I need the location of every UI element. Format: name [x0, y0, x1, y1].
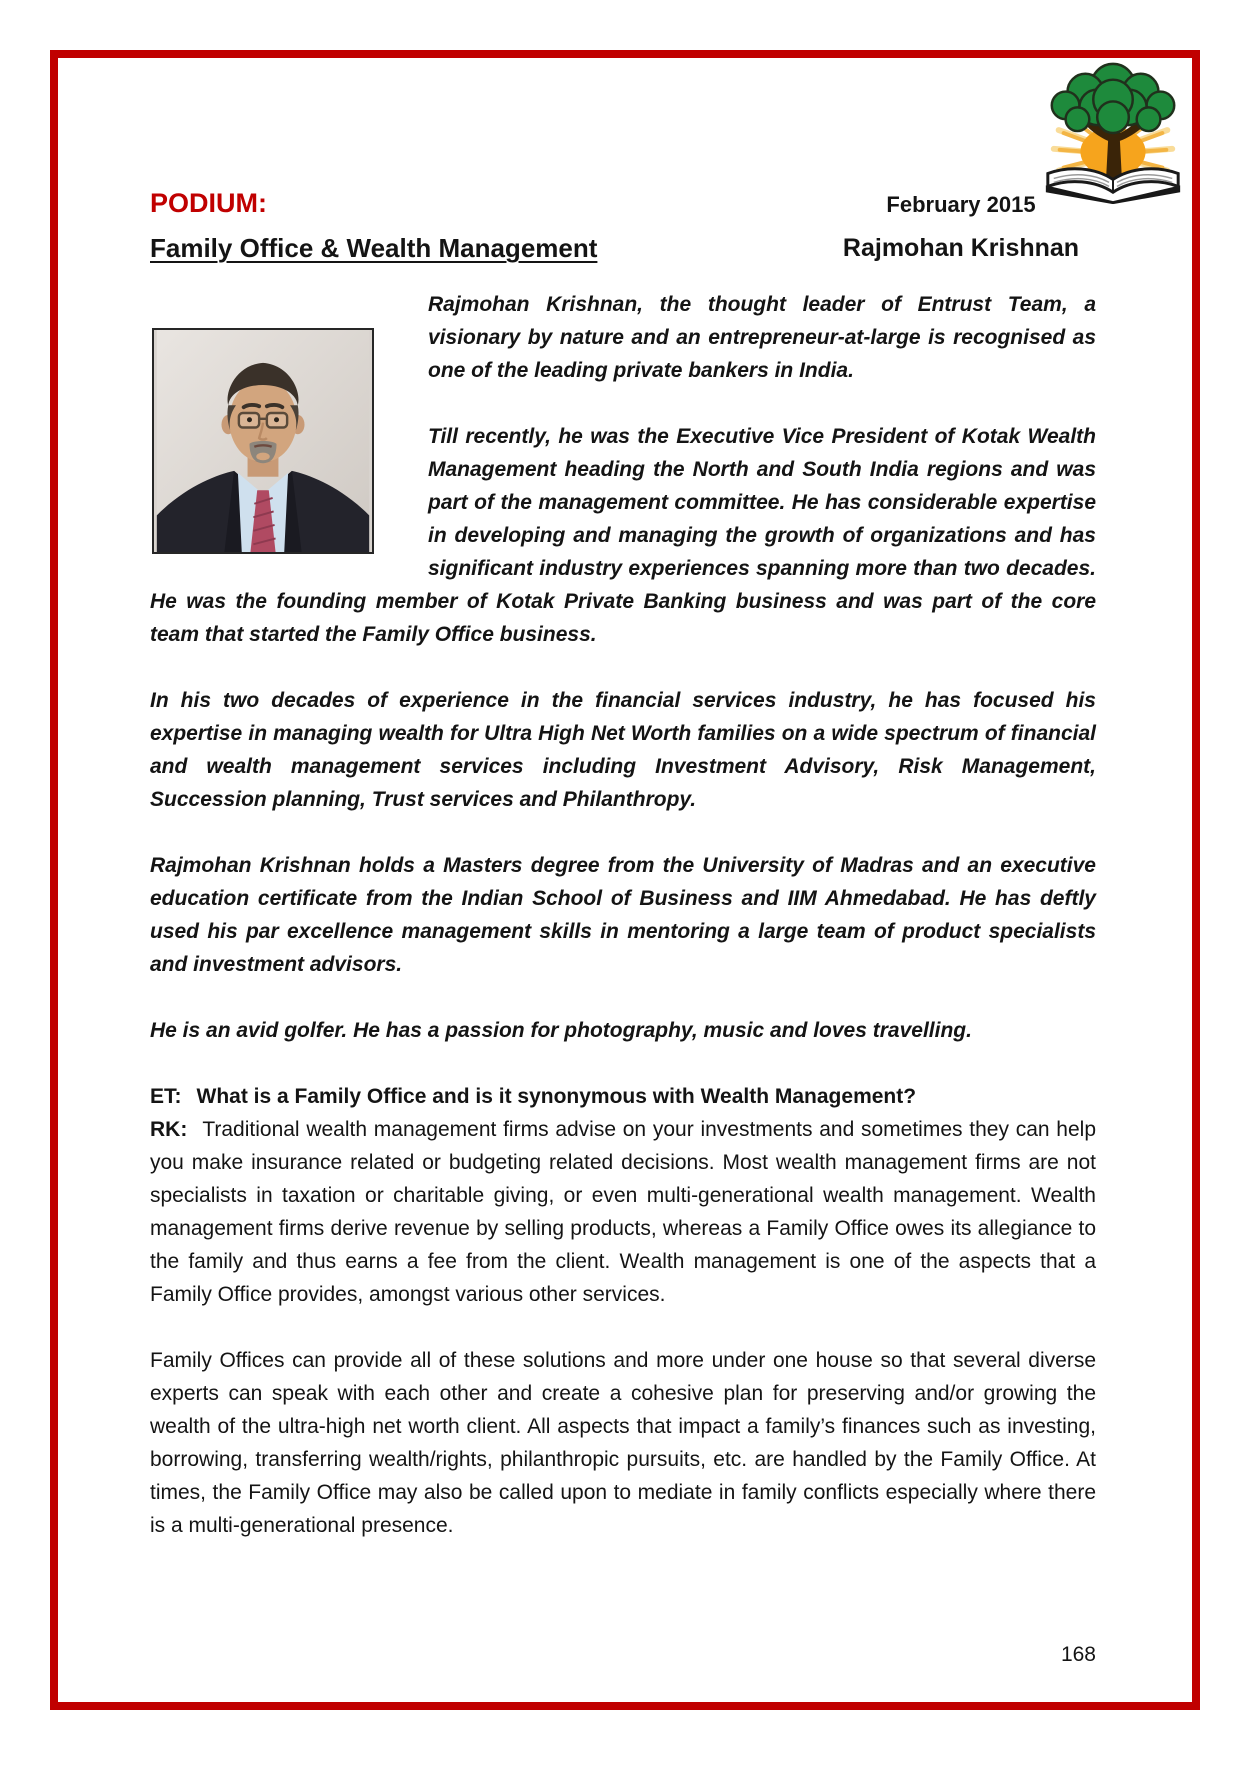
- question-text: What is a Family Office and is it synonymous with Wealth Management?: [196, 1085, 917, 1108]
- page-number: 168: [1060, 1643, 1096, 1666]
- answer-text: Traditional wealth management firms advise on your investments and sometimes they can help you make insurance related or budgeting related decisions. Most wealth management firms are not specialists in taxation or charitable giving, or even multi-generational wealth management. Wealth management firms derive revenue by selling products, whereas a Family Office owes its allegiance to the family and thus earns a fee from the client. Wealth management is one of the aspects that a Family Office provides, amongst various other services.: [150, 1118, 1096, 1306]
- bio-paragraph-2: Till recently, he was the Executive Vice President of Kotak Wealth Management heading the North and South India regions and was part of the management committee. He has considerable expertise in developing and managing the growth of organizations and has significant industry experiences spanning more than two decades. He was the founding member of Kotak Private Banking business and was part of the core team that started the Family Office business.: [150, 425, 1096, 646]
- interview-question: [150, 1080, 1096, 1113]
- issue-date: February 2015: [886, 192, 1036, 217]
- bio-paragraph-5: He is an avid golfer. He has a passion for photography, music and loves travelling.: [150, 1019, 972, 1042]
- interviewer-prefix: ET:: [150, 1085, 182, 1108]
- document-header: [150, 186, 1096, 264]
- interview-answer: [150, 1113, 1096, 1311]
- page-content: [150, 0, 1096, 1542]
- respondent-prefix: RK:: [150, 1118, 188, 1141]
- bio-paragraph-1: Rajmohan Krishnan, the thought leader of Entrust Team, a visionary by nature and an entrepreneur-at-large is recognised as one of the leading private bankers in India.: [428, 293, 1096, 382]
- author-name: Rajmohan Krishnan: [842, 234, 1080, 262]
- podium-label: PODIUM:: [150, 188, 267, 218]
- document-title: Family Office & Wealth Management: [150, 233, 598, 263]
- interview-answer-paragraph-2: Family Offices can provide all of these solutions and more under one house so that several diverse experts can speak with each other and create a cohesive plan for preserving and/or growing the wealth of the ultra-high net worth client. All aspects that impact a family’s finances such as investing, borrowing, transferring wealth/rights, philanthropic pursuits, etc. are handled by the Family Office. At times, the Family Office may also be called upon to mediate in family conflicts especially where there is a multi-generational presence.: [150, 1349, 1096, 1537]
- bio-paragraph-4: Rajmohan Krishnan holds a Masters degree from the University of Madras and an executive education certificate from the Indian School of Business and IIM Ahmedabad. He has deftly used his par excellence management skills in mentoring a large team of product specialists and investment advisors.: [150, 854, 1096, 976]
- interview-section: [150, 1080, 1096, 1542]
- portrait-photo: [152, 328, 374, 554]
- bio-section: [150, 288, 1096, 1047]
- bio-paragraph-3: In his two decades of experience in the financial services industry, he has focused his expertise in managing wealth for Ultra High Net Worth families on a wide spectrum of financial and wealth management services including Investment Advisory, Risk Management, Succession planning, Trust services and Philanthropy.: [150, 689, 1096, 811]
